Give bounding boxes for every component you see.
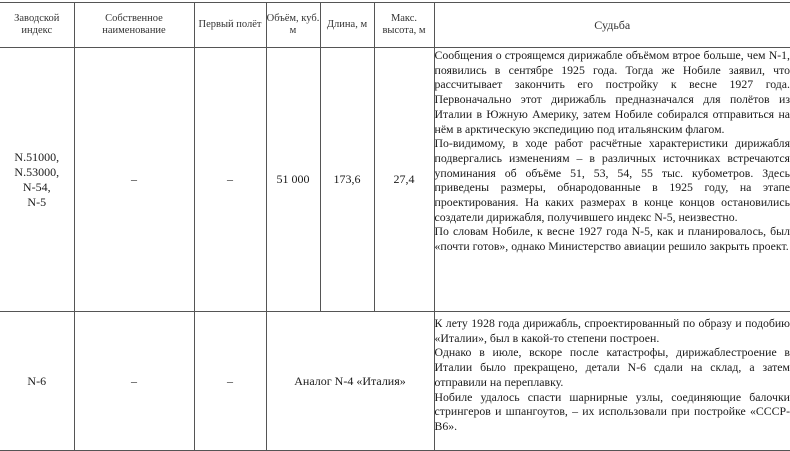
factory-index-cell bbox=[0, 312, 74, 451]
index-line: N-6 bbox=[0, 374, 74, 389]
fate-paragraph: Сообщения о строящемся дирижабле объёмом втрое больше, чем N-1, появились в сентябре 1925 года. Тогда же Нобиле заявил, что рассчитывает закончить его постройку к весне 1927 года. Первоначально этот дирижабль предназначался для полётов из Италии в Южную Америку, затем Нобиле собирался отправиться на нём в арктическую экспедицию под итальянским флагом. bbox=[435, 48, 790, 136]
max-altitude-cell: 27,4 bbox=[374, 48, 434, 312]
own-name-cell: – bbox=[74, 312, 194, 451]
fate-paragraph: По-видимому, в ходе работ расчётные характеристики дирижабля подвергались изменениям – в различных источниках встречаются упоминания об объёме 51, 53, 54, 55 тыс. кубометров. Здесь приведены размеры, обнародованные в 1925 году, на этапе проектирования. На каких размерах в конце концов остановились создатели дирижабля, получившего индекс N-5, неизвестно. bbox=[435, 136, 790, 224]
airship-table bbox=[0, 2, 790, 451]
fate-paragraph: По словам Нобиле, к весне 1927 года N-5, как и планировалось, был «почти готов», однако Министерство авиации решило закрыть проект. bbox=[435, 224, 790, 253]
header-length: Длина, м bbox=[320, 3, 374, 48]
header-row bbox=[0, 3, 790, 48]
fate-cell bbox=[434, 312, 790, 451]
header-max-altitude: Макс. высота, м bbox=[374, 3, 434, 48]
fate-paragraph: Нобиле удалось спасти шарнирные узлы, соединяющие балочки стрингеров и шпангоутов, – их использовали при постройке «СССР-В6». bbox=[435, 390, 790, 434]
first-flight-cell: – bbox=[194, 312, 266, 451]
index-line: N.51000, bbox=[0, 150, 74, 165]
table-row bbox=[0, 48, 790, 312]
own-name-cell: – bbox=[74, 48, 194, 312]
length-cell: 173,6 bbox=[320, 48, 374, 312]
table-row bbox=[0, 312, 790, 451]
fate-paragraph: К лету 1928 года дирижабль, спроектированный по образу и подобию «Италии», был в какой-то степени построен. bbox=[435, 316, 790, 345]
analog-cell: Аналог N-4 «Италия» bbox=[266, 312, 434, 451]
header-factory-index: Заводской индекс bbox=[0, 3, 74, 48]
fate-paragraph: Однако в июле, вскоре после катастрофы, дирижаблестроение в Италии было прекращено, детали N-6 сдали на склад, а затем отправили на переплавку. bbox=[435, 345, 790, 389]
header-own-name: Собственное наименование bbox=[74, 3, 194, 48]
header-fate: Судьба bbox=[434, 3, 790, 48]
index-line: N-54, bbox=[0, 180, 74, 195]
index-line: N-5 bbox=[0, 195, 74, 210]
fate-cell bbox=[434, 48, 790, 312]
volume-cell: 51 000 bbox=[266, 48, 320, 312]
first-flight-cell: – bbox=[194, 48, 266, 312]
header-first-flight: Первый полёт bbox=[194, 3, 266, 48]
header-volume: Объём, куб. м bbox=[266, 3, 320, 48]
factory-index-cell bbox=[0, 48, 74, 312]
index-line: N.53000, bbox=[0, 165, 74, 180]
